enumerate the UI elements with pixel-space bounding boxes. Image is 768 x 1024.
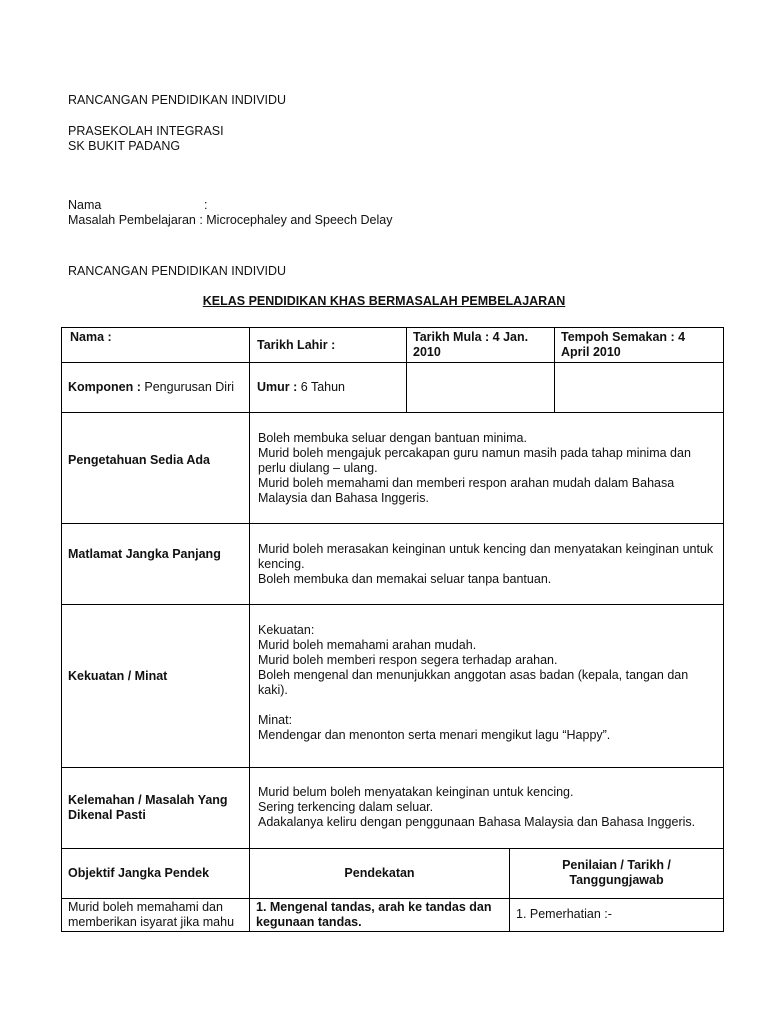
cell-col-pendekatan	[249, 848, 510, 899]
page-title: KELAS PENDIDIKAN KHAS BERMASALAH PEMBELAJARAN	[202, 294, 566, 308]
cell-row1-penilaian	[509, 898, 724, 932]
cell-kekuatan-label	[61, 604, 250, 768]
cell-empty-2	[554, 362, 724, 413]
cell-tempoh-semakan	[554, 327, 724, 363]
kekuatan-content	[258, 623, 693, 743]
header-line-2: PRASEKOLAH INTEGRASI	[68, 124, 224, 138]
kelemahan-item-2: Sering terkencing dalam seluar.	[258, 800, 434, 814]
tarikh-lahir-label: Tarikh Lahir :	[257, 338, 336, 352]
cell-col-penilaian	[509, 848, 724, 899]
masalah-line: Masalah Pembelajaran : Microcephaley and Speech Delay	[68, 213, 393, 227]
cell-kekuatan	[249, 604, 724, 768]
row1-objektif: Murid boleh memahami dan memberikan isyarat jika mahu	[68, 900, 235, 929]
cell-pengetahuan-label	[61, 412, 250, 524]
cell-kelemahan-label	[61, 767, 250, 849]
pengetahuan-item-1: Boleh membuka seluar dengan bantuan minima.	[258, 431, 527, 445]
tempoh-line-1: Tempoh Semakan : 4	[561, 330, 686, 344]
nama-label: Nama	[68, 198, 102, 212]
pengetahuan-item-3: Murid boleh memahami dan memberi respon arahan mudah dalam Bahasa Malaysia dan Bahasa Inggeris.	[258, 476, 675, 505]
pengetahuan-label: Pengetahuan Sedia Ada	[68, 453, 210, 467]
row1-pendekatan: 1. Mengenal tandas, arah ke tandas dan kegunaan tandas.	[256, 900, 492, 929]
nama-colon: :	[204, 198, 208, 212]
kekuatan-item-1: Murid boleh memahami arahan mudah.	[258, 638, 477, 652]
row1-penilaian: 1. Pemerhatian :-	[516, 907, 612, 921]
minat-item-1: Mendengar dan menonton serta menari mengikut lagu “Happy”.	[258, 728, 611, 742]
cell-matlamat	[249, 523, 724, 605]
cell-row1-objektif	[61, 898, 250, 932]
pengetahuan-item-2: Murid boleh mengajuk percakapan guru namun masih pada tahap minima dan perlu diulang – ulang.	[258, 446, 691, 475]
tempoh-line-2: April 2010	[561, 345, 621, 359]
cell-col-objektif	[61, 848, 250, 899]
matlamat-item-2: Boleh membuka dan memakai seluar tanpa bantuan.	[258, 572, 552, 586]
pengetahuan-content	[258, 431, 705, 506]
kekuatan-item-3: Boleh mengenal dan menunjukkan anggotan asas badan (kepala, tangan dan kaki).	[258, 668, 689, 697]
header-line-4: RANCANGAN PENDIDIKAN INDIVIDU	[68, 264, 287, 278]
komponen-label: Komponen :	[68, 380, 141, 394]
col-objektif-header: Objektif Jangka Pendek	[68, 866, 210, 880]
cell-row1-pendekatan	[249, 898, 510, 932]
kelemahan-label: Kelemahan / Masalah Yang Dikenal Pasti	[68, 793, 228, 822]
kelemahan-content	[258, 785, 717, 830]
cell-tarikh-mula	[406, 327, 555, 363]
tarikh-mula-line-2: 2010	[413, 345, 441, 359]
col-pendekatan-header: Pendekatan	[344, 866, 415, 880]
cell-empty-1	[406, 362, 555, 413]
nama-field-label: Nama :	[70, 330, 112, 344]
header-line-3: SK BUKIT PADANG	[68, 139, 181, 153]
cell-kelemahan	[249, 767, 724, 849]
komponen-value: Pengurusan Diri	[140, 380, 235, 394]
umur-label: Umur :	[257, 380, 298, 394]
minat-heading: Minat:	[258, 713, 293, 727]
kelemahan-item-1: Murid belum boleh menyatakan keinginan untuk kencing.	[258, 785, 574, 799]
umur-value: 6 Tahun	[297, 380, 346, 394]
tarikh-mula-line-1: Tarikh Mula : 4 Jan.	[413, 330, 529, 344]
cell-komponen	[61, 362, 250, 413]
cell-tarikh-lahir	[249, 327, 407, 363]
kekuatan-label: Kekuatan / Minat	[68, 669, 168, 683]
kekuatan-item-2: Murid boleh memberi respon segera terhadap arahan.	[258, 653, 558, 667]
umur-text	[257, 380, 345, 395]
matlamat-content	[258, 542, 717, 587]
kekuatan-heading: Kekuatan:	[258, 623, 315, 637]
kelemahan-item-3: Adakalanya keliru dengan penggunaan Bahasa Malaysia dan Bahasa Inggeris.	[258, 815, 696, 829]
komponen-text	[68, 380, 234, 395]
col-penilaian-header: Penilaian / Tarikh / Tanggungjawab	[562, 858, 671, 887]
matlamat-label: Matlamat Jangka Panjang	[68, 547, 221, 561]
cell-matlamat-label	[61, 523, 250, 605]
cell-nama	[61, 327, 250, 363]
cell-umur	[249, 362, 407, 413]
cell-pengetahuan	[249, 412, 724, 524]
matlamat-item-1: Murid boleh merasakan keinginan untuk kencing dan menyatakan keinginan untuk kencing.	[258, 542, 714, 571]
header-line-1: RANCANGAN PENDIDIKAN INDIVIDU	[68, 93, 287, 107]
